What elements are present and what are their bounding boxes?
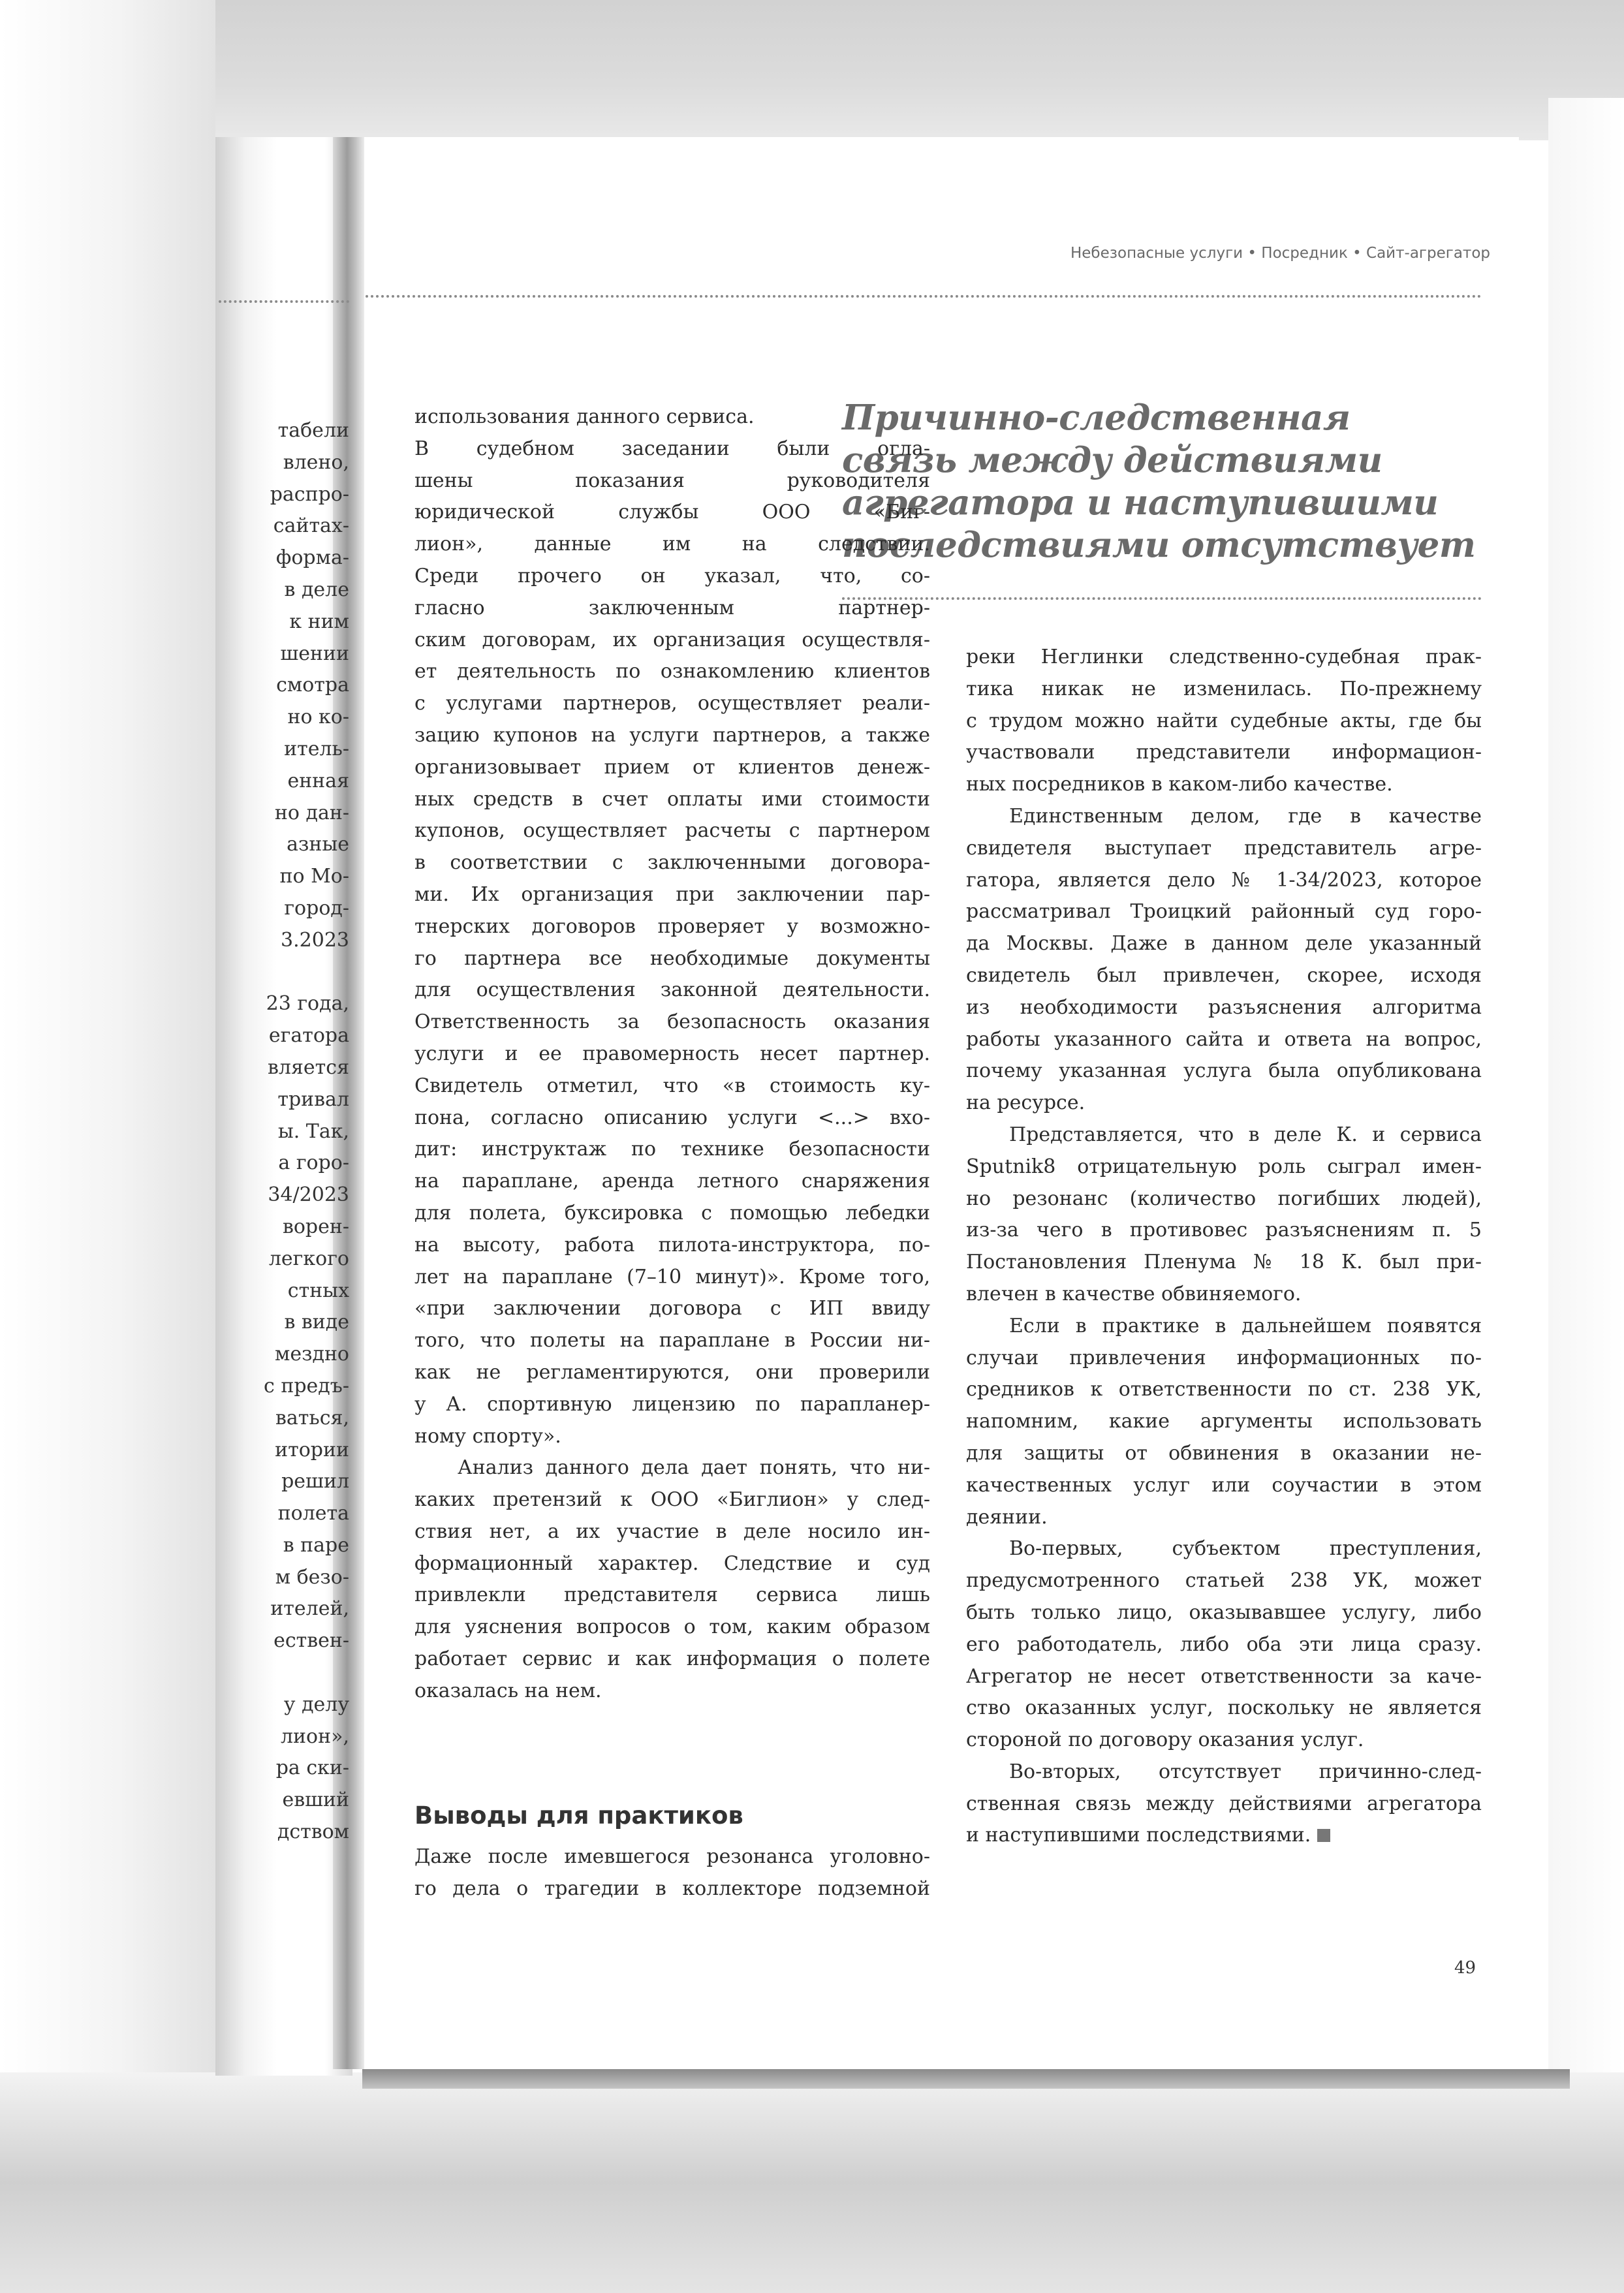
text-line xyxy=(966,1597,1482,1629)
text-line xyxy=(414,1612,930,1644)
text-line xyxy=(414,1484,930,1516)
text-line xyxy=(414,1102,930,1134)
text-line-content: деянии. xyxy=(966,1505,1048,1529)
text-line xyxy=(966,960,1482,992)
page-bottom-edge xyxy=(362,2069,1570,2089)
text-line-content: каких претензий к ООО «Биглион» у след- xyxy=(414,1488,930,1512)
page-number: 49 xyxy=(1454,1958,1476,1978)
text-line-content: Постановления Пленума № 18 К. был при- xyxy=(966,1251,1482,1274)
text-line xyxy=(414,465,930,497)
text-line-content: реки Неглинки следственно-судебная прак- xyxy=(966,646,1482,668)
text-line-content: стороной по договору оказания услуг. xyxy=(966,1728,1364,1752)
callout-heading-line: связь между действиями xyxy=(842,440,1382,480)
text-line xyxy=(414,1006,930,1038)
text-line-content: лет на параплане (7–10 минут)». Кроме того, xyxy=(414,1265,930,1288)
scan-background-top xyxy=(0,0,1624,140)
text-line xyxy=(966,801,1482,833)
text-column-1-continued xyxy=(414,1841,930,1905)
text-line xyxy=(966,1374,1482,1406)
text-line xyxy=(414,720,930,752)
text-line-content: ство оказанных услуг, поскольку не является xyxy=(966,1696,1482,1720)
text-line xyxy=(966,1438,1482,1470)
text-line xyxy=(414,1421,930,1453)
text-line xyxy=(966,769,1482,801)
left-page-line: м безо- xyxy=(275,1565,349,1589)
text-line xyxy=(414,752,930,784)
text-line xyxy=(966,1279,1482,1311)
left-page-line: 23 года, xyxy=(266,992,349,1016)
text-line xyxy=(414,879,930,911)
text-line-content: да Москвы. Даже в данном деле указанный xyxy=(966,932,1482,956)
text-line-content: оказалась на нем. xyxy=(414,1679,602,1702)
text-line-content: но резонанс (количество погибших людей), xyxy=(966,1187,1482,1210)
text-line xyxy=(966,1406,1482,1438)
text-line xyxy=(414,975,930,1006)
text-line xyxy=(414,784,930,816)
text-line xyxy=(414,1357,930,1389)
text-line-content: ных средств в счет оплаты ими стоимости xyxy=(414,787,930,811)
text-line xyxy=(966,1215,1482,1247)
left-page-line: енная xyxy=(287,769,349,792)
scan-background-bottom xyxy=(0,2072,1624,2293)
text-line-content: для осуществления законной деятельности. xyxy=(414,978,930,1002)
text-line-content: Во-вторых, отсутствует причинно-след- xyxy=(1009,1760,1482,1783)
text-line xyxy=(414,1580,930,1612)
text-line-content: купонов, осуществляет расчеты с партнером xyxy=(414,819,930,843)
text-line xyxy=(966,642,1482,674)
text-line-content: того, что полеты на параплане в России ни- xyxy=(414,1329,930,1352)
text-line-content: и наступившими последствиями. xyxy=(966,1824,1311,1847)
left-page-dotted-rule xyxy=(219,300,349,303)
left-page-line: ра ски- xyxy=(275,1756,349,1780)
text-line xyxy=(966,1119,1482,1151)
text-line-content: гласно заключенным партнер- xyxy=(414,596,930,619)
text-line-content: рассматривал Троицкий районный суд горо- xyxy=(966,900,1482,924)
callout-dotted-rule xyxy=(842,597,1482,600)
left-page-line xyxy=(219,957,349,989)
text-line-content: ми. Их организация при заключении пар- xyxy=(414,882,930,906)
scan-background-right xyxy=(1548,98,1624,2121)
text-line-content: тнерских договоров проверяет у возможно- xyxy=(414,914,930,938)
text-line xyxy=(414,529,930,561)
text-line-content: Анализ данного дела дает понять, что ни- xyxy=(458,1456,930,1480)
text-line xyxy=(414,656,930,688)
left-page-line: у делу xyxy=(283,1692,349,1716)
left-page-line: егатора xyxy=(268,1024,349,1048)
text-line xyxy=(414,1325,930,1357)
text-line xyxy=(414,401,930,433)
left-page-line: в паре xyxy=(283,1533,349,1557)
text-line xyxy=(414,1262,930,1294)
text-line-content: средников к ответственности по ст. 238 УК, xyxy=(966,1378,1482,1401)
text-line-content: шены показания руководителя xyxy=(414,469,930,492)
text-line-content: случаи привлечения информационных по- xyxy=(966,1346,1482,1369)
text-line-content: го дела о трагедии в коллекторе подземной xyxy=(414,1877,930,1900)
text-line xyxy=(966,1055,1482,1087)
text-line-content: работает сервис и как информация о полете xyxy=(414,1647,930,1671)
running-header: Небезопасные услуги • Посредник • Сайт-агрегатор xyxy=(1070,245,1490,262)
text-line xyxy=(414,1548,930,1580)
left-page-line: но дан- xyxy=(274,801,349,824)
text-line xyxy=(966,737,1482,769)
text-line xyxy=(966,1502,1482,1534)
text-line-content: Единственным делом, где в качестве xyxy=(1009,804,1482,828)
text-line xyxy=(966,865,1482,897)
text-line-content: Представляется, что в деле К. и сервиса xyxy=(1009,1123,1482,1146)
text-line-content: «при заключении договора с ИП ввиду xyxy=(414,1297,930,1320)
text-line-content: в соответствии с заключенными договора- xyxy=(414,851,930,875)
text-line-content: напомним, какие аргументы использовать xyxy=(966,1410,1482,1433)
text-line-content: ному спорту». xyxy=(414,1424,561,1448)
left-page-line: итории xyxy=(275,1438,349,1461)
text-line-content: на высоту, работа пилота-инструктора, по- xyxy=(414,1233,930,1256)
text-line-content: Если в практике в дальнейшем появятся xyxy=(1009,1314,1482,1337)
text-line-content: почему указанная услуга была опубликована xyxy=(966,1059,1482,1083)
left-page-line: лион», xyxy=(281,1724,349,1748)
left-page-line: но ко- xyxy=(287,706,349,729)
left-page-line: смотра xyxy=(276,674,349,697)
text-column-1 xyxy=(414,401,930,1708)
left-page-line: тривал xyxy=(277,1087,349,1111)
text-line-content: качественных услуг или соучастии в этом xyxy=(966,1473,1482,1497)
text-line-content: на ресурсе. xyxy=(966,1091,1085,1115)
text-line-content: Среди прочего он указал, что, со- xyxy=(414,564,930,587)
text-line-content: работы указанного сайта и ответа на вопрос, xyxy=(966,1027,1482,1051)
left-page-line: с предъ- xyxy=(264,1374,349,1397)
text-line xyxy=(414,815,930,847)
text-line xyxy=(414,1841,930,1873)
text-line-content: свидетель был привлечен, скорее, исходя xyxy=(966,963,1482,987)
left-page-line: ваться, xyxy=(275,1406,349,1429)
text-line-content: влечен в качестве обвиняемого. xyxy=(966,1282,1302,1305)
text-line-content: ственная связь между действиями агрегатора xyxy=(966,1792,1482,1815)
text-line-content: юридической службы ООО «Биг- xyxy=(414,501,930,524)
text-line-content: формационный характер. Следствие и суд xyxy=(414,1552,930,1575)
text-line xyxy=(414,1166,930,1198)
left-page-line: влено, xyxy=(283,450,349,474)
text-line-content: предусмотренного статьей 238 УК, может xyxy=(966,1569,1482,1593)
text-line xyxy=(966,1692,1482,1724)
left-page-line: форма- xyxy=(275,546,349,570)
text-line-content: для полета, буксировка с помощью лебедки xyxy=(414,1201,930,1224)
text-line-content: Даже после имевшегося резонанса уголовно- xyxy=(414,1845,930,1868)
section-subheading: Выводы для практиков xyxy=(414,1802,743,1830)
text-line xyxy=(414,1644,930,1676)
text-line xyxy=(414,911,930,943)
text-line xyxy=(414,561,930,593)
text-line xyxy=(414,1389,930,1421)
text-line xyxy=(966,674,1482,706)
left-page-line: легкого xyxy=(268,1247,349,1270)
left-page-line: табели xyxy=(277,419,349,442)
text-line xyxy=(966,1756,1482,1788)
text-line xyxy=(966,1533,1482,1565)
text-line-content: лион», данные им на следствии. xyxy=(414,533,930,556)
text-line-content: использования данного сервиса. xyxy=(414,405,755,428)
text-line xyxy=(414,1873,930,1905)
text-line-content: пона, согласно описанию услуги <...> вхо- xyxy=(414,1106,930,1129)
text-line xyxy=(966,706,1482,738)
left-page-line: евший xyxy=(282,1788,349,1812)
text-line xyxy=(966,896,1482,928)
text-line-content: из необходимости разъяснения алгоритма xyxy=(966,995,1482,1019)
text-line xyxy=(414,1070,930,1102)
left-page-line: к ним xyxy=(289,610,349,633)
left-page-line: решил xyxy=(281,1470,349,1493)
left-page-fragment xyxy=(219,415,349,1848)
text-line xyxy=(414,1230,930,1262)
left-page-line: мездно xyxy=(275,1343,349,1366)
left-page-line xyxy=(219,1657,349,1689)
text-line xyxy=(414,1293,930,1325)
left-page-line: ествен- xyxy=(273,1629,349,1653)
text-line-content: у А. спортивную лицензию по парапланер- xyxy=(414,1392,930,1416)
callout-heading-line: агрегатора и наступившими xyxy=(842,482,1439,523)
text-line xyxy=(966,1151,1482,1183)
text-line xyxy=(966,928,1482,960)
text-line xyxy=(414,1676,930,1708)
left-page-line: итель- xyxy=(284,737,349,760)
left-page-line: в виде xyxy=(284,1311,349,1334)
text-line xyxy=(414,1038,930,1070)
text-line xyxy=(966,1183,1482,1215)
text-line xyxy=(966,1661,1482,1693)
text-line xyxy=(414,1198,930,1230)
text-line-content: Ответственность за безопасность оказания xyxy=(414,1010,930,1034)
text-line-content: ет деятельность по ознакомлению клиентов xyxy=(414,660,930,683)
text-line xyxy=(966,1247,1482,1279)
text-line xyxy=(966,1343,1482,1375)
text-line xyxy=(966,1820,1482,1852)
left-page-line: полета xyxy=(277,1502,349,1525)
text-line-content: привлекли представителя сервиса лишь xyxy=(414,1583,930,1607)
left-page-line: 34/2023 xyxy=(268,1183,349,1207)
header-dotted-rule xyxy=(366,295,1482,298)
text-line-content: для защиты от обвинения в оказании не- xyxy=(966,1441,1482,1465)
text-line-content: свидетеля выступает представитель агре- xyxy=(966,836,1482,860)
text-line xyxy=(414,1134,930,1166)
text-line xyxy=(966,833,1482,865)
text-line-content: Свидетель отметил, что «в стоимость ку- xyxy=(414,1074,930,1097)
text-line-content: тика никак не изменилась. По-прежнему xyxy=(966,677,1482,700)
text-line xyxy=(966,992,1482,1024)
text-line xyxy=(414,497,930,529)
scan-background-left xyxy=(0,0,215,2293)
left-page-line: ы. Так, xyxy=(277,1119,349,1143)
left-page-line: азные xyxy=(287,833,349,856)
text-line-content: гатора, является дело № 1-34/2023, которое xyxy=(966,868,1482,892)
text-line-content: на параплане, аренда летного снаряжения xyxy=(414,1170,930,1193)
text-line xyxy=(966,1629,1482,1661)
text-line xyxy=(414,688,930,720)
left-page-line: ворен- xyxy=(282,1215,349,1238)
left-page-line: по Мо- xyxy=(279,865,349,888)
text-line-content: Sputnik8 отрицательную роль сыграл имен- xyxy=(966,1155,1482,1178)
left-page-line: распро- xyxy=(270,482,349,506)
text-line-content: Во-первых, субъектом преступления, xyxy=(1009,1537,1482,1561)
text-line-content: Агрегатор не несет ответственности за каче- xyxy=(966,1664,1482,1688)
text-line-content: го партнера все необходимые документы xyxy=(414,946,930,970)
left-page-line: город- xyxy=(284,896,349,920)
left-page-line: в деле xyxy=(284,578,349,601)
text-line-content: быть только лицо, оказывавшее услугу, либо xyxy=(966,1600,1482,1624)
text-line xyxy=(966,1565,1482,1597)
text-line-content: ствия нет, а их участие в деле носило ин- xyxy=(414,1520,930,1543)
callout-heading-line: последствиями отсутствует xyxy=(842,525,1476,565)
text-line xyxy=(414,625,930,657)
text-line-content: для уяснения вопросов о том, каким образом xyxy=(414,1615,930,1639)
text-line xyxy=(966,1470,1482,1502)
callout-heading-line: Причинно-следственная xyxy=(842,398,1351,438)
text-line-content: с услугами партнеров, осуществляет реали- xyxy=(414,692,930,715)
left-page-line: вляется xyxy=(268,1055,349,1079)
text-line xyxy=(966,1724,1482,1756)
text-line xyxy=(966,1311,1482,1343)
text-line-content: В судебном заседании были огла- xyxy=(414,437,930,460)
left-page-line: сайтах- xyxy=(273,514,349,538)
text-line xyxy=(414,593,930,625)
text-line xyxy=(414,1452,930,1484)
text-line-content: организовывает прием от клиентов денеж- xyxy=(414,755,930,779)
text-line-content: дит: инструктаж по технике безопасности xyxy=(414,1138,930,1161)
text-line xyxy=(414,1516,930,1548)
text-line-content: услуги и ее правомерность несет партнер. xyxy=(414,1042,930,1065)
text-line xyxy=(414,847,930,879)
text-line xyxy=(966,1024,1482,1056)
end-of-article-mark xyxy=(1317,1829,1330,1842)
left-page-line: дством xyxy=(277,1820,349,1844)
text-column-2 xyxy=(966,642,1482,1852)
text-line-content: участвовали представители информацион- xyxy=(966,741,1482,764)
text-line-content: его работодатель, либо оба эти лица сразу. xyxy=(966,1632,1482,1656)
text-line-content: с трудом можно найти судебные акты, где бы xyxy=(966,709,1482,732)
text-line-content: ским договорам, их организация осуществля- xyxy=(414,628,930,651)
left-page-line: шении xyxy=(280,642,349,665)
text-line-content: как не регламентируются, они проверили xyxy=(414,1360,930,1384)
left-page-line: стных xyxy=(287,1279,349,1302)
left-page-line: а горо- xyxy=(278,1151,349,1175)
text-line xyxy=(966,1788,1482,1820)
text-line xyxy=(414,943,930,975)
text-line xyxy=(414,433,930,465)
text-line-content: из-за чего в противовес разъяснениям п. 5 xyxy=(966,1219,1482,1242)
left-page-line: 3.2023 xyxy=(281,928,349,952)
text-line-content: ных посредников в каком-либо качестве. xyxy=(966,773,1393,796)
text-line xyxy=(966,1087,1482,1119)
callout-heading xyxy=(842,397,1488,567)
left-page-line: ителей, xyxy=(270,1597,349,1621)
text-line-content: зацию купонов на услуги партнеров, а также xyxy=(414,723,930,747)
